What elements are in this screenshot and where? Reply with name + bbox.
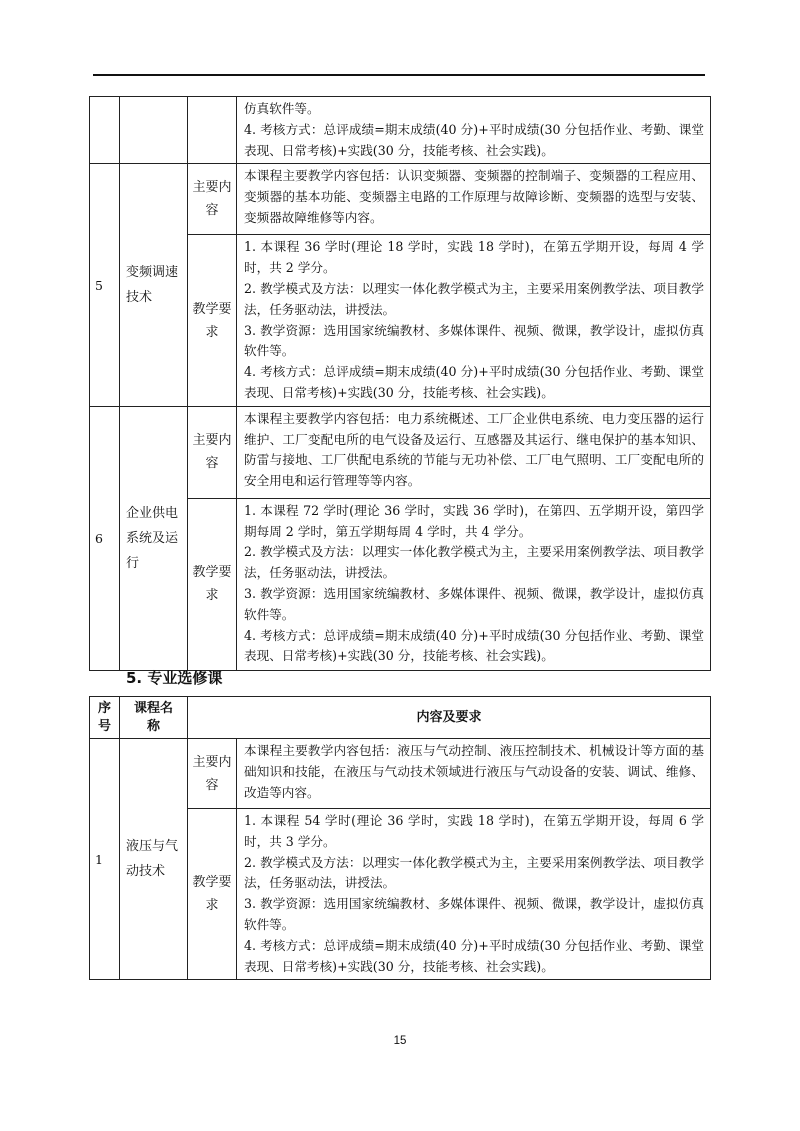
section-heading: 5. 专业选修课 xyxy=(126,669,223,687)
header-rule xyxy=(93,74,705,76)
content-text: 本课程主要教学内容包括：液压与气动控制、液压控制技术、机械设计等方面的基础知识和技能，在液压与气动技术领域进行液压与气动设备的安装、调试、维修、改造等内容。 xyxy=(244,743,704,800)
course-number: 5 xyxy=(90,164,120,406)
table-row xyxy=(90,739,711,809)
requirements-label: 教学要求 xyxy=(188,498,237,670)
requirement-line: 4. 考核方式：总评成绩=期末成绩(40 分)+平时成绩(30 分包括作业、考勤、课堂表现、日常考核)+实践(30 分，技能考核、社会实践)。 xyxy=(244,937,704,974)
requirement-line: 1. 本课程 36 学时(理论 18 学时，实践 18 学时)，在第五学期开设，每周 4 学时，共 2 学分。 xyxy=(244,239,704,276)
column-header-content: 内容及要求 xyxy=(188,697,711,739)
course-table-core xyxy=(89,96,711,671)
course-name: 企业供电系统及运行 xyxy=(120,406,188,670)
requirement-line: 3. 教学资源：选用国家统编教材、多媒体课件、视频、微课，教学设计，虚拟仿真软件等。 xyxy=(244,896,704,932)
requirement-line: 4. 考核方式：总评成绩=期末成绩(40 分)+平时成绩(30 分包括作业、考勤、课堂表现、日常考核)+实践(30 分，技能考核、社会实践)。 xyxy=(244,627,704,664)
requirement-line: 1. 本课程 54 学时(理论 36 学时，实践 18 学时)，在第五学期开设，每周 6 学时，共 3 学分。 xyxy=(244,813,704,849)
course-name: 变频调速技术 xyxy=(120,164,188,406)
table-header-row xyxy=(90,697,711,739)
requirements-cell xyxy=(237,498,711,670)
column-header-number: 序号 xyxy=(90,697,120,739)
requirement-line: 2. 教学模式及方法：以理实一体化教学模式为主，主要采用案例教学法、项目教学法，任务驱动法，讲授法。 xyxy=(244,854,704,891)
course-name-cell xyxy=(120,97,188,164)
requirement-line: 4. 考核方式：总评成绩=期末成绩(40 分)+平时成绩(30 分包括作业、考勤、课堂表现、日常考核)+实践(30 分，技能考核、社会实践)。 xyxy=(244,121,704,158)
requirement-line: 2. 教学模式及方法：以理实一体化教学模式为主，主要采用案例教学法、项目教学法，任务驱动法，讲授法。 xyxy=(244,280,704,317)
content-cell xyxy=(237,406,711,498)
column-header-name: 课程名称 xyxy=(120,697,188,739)
requirements-label: 教学要求 xyxy=(188,235,237,406)
page-number: 15 xyxy=(393,1035,407,1047)
table-row xyxy=(90,97,711,164)
content-text: 本课程主要教学内容包括：认识变频器、变频器的控制端子、变频器的工程应用、变频器的基本功能、变频器主电路的工作原理与故障诊断、变频器的选型与安装、变频器故障维修等内容。 xyxy=(244,168,704,225)
content-label: 主要内容 xyxy=(188,164,237,235)
table-row xyxy=(90,406,711,498)
course-number: 6 xyxy=(90,406,120,670)
requirement-line: 仿真软件等。 xyxy=(244,101,320,116)
requirement-line: 2. 教学模式及方法：以理实一体化教学模式为主，主要采用案例教学法、项目教学法，任务驱动法，讲授法。 xyxy=(244,544,704,581)
content-label: 主要内容 xyxy=(188,739,237,809)
content-cell xyxy=(237,739,711,809)
requirements-cell xyxy=(237,235,711,406)
requirement-line: 3. 教学资源：选用国家统编教材、多媒体课件、视频、微课，教学设计，虚拟仿真软件等。 xyxy=(244,585,704,622)
course-name: 液压与气动技术 xyxy=(120,739,188,980)
requirement-line: 1. 本课程 72 学时(理论 36 学时，实践 36 学时)，在第四、五学期开设，第四学期每周 2 学时，第五学期每周 4 学时，共 4 学分。 xyxy=(244,502,704,539)
content-text: 本课程主要教学内容包括：电力系统概述、工厂企业供电系统、电力变压器的运行维护、工厂变配电所的电气设备及运行、互感器及其运行、继电保护的基本知识、防雷与接地、工厂供配电系统的节能与无功补偿、工厂电气照明、工厂变配电所的安全用电和运行管理等等内容。 xyxy=(244,410,704,489)
requirement-line: 4. 考核方式：总评成绩=期末成绩(40 分)+平时成绩(30 分包括作业、考勤、课堂表现、日常考核)+实践(30 分，技能考核、社会实践)。 xyxy=(244,364,704,400)
requirements-label: 教学要求 xyxy=(188,809,237,980)
requirements-cell xyxy=(237,809,711,980)
course-number: 1 xyxy=(90,739,120,980)
table-row xyxy=(90,164,711,235)
content-cell xyxy=(237,164,711,235)
course-table-elective xyxy=(89,696,711,980)
course-number-cell xyxy=(90,97,120,164)
sub-label-cell xyxy=(188,97,237,164)
content-label: 主要内容 xyxy=(188,406,237,498)
requirements-cell xyxy=(237,97,711,164)
requirement-line: 3. 教学资源：选用国家统编教材、多媒体课件、视频、微课，教学设计，虚拟仿真软件等。 xyxy=(244,322,704,359)
